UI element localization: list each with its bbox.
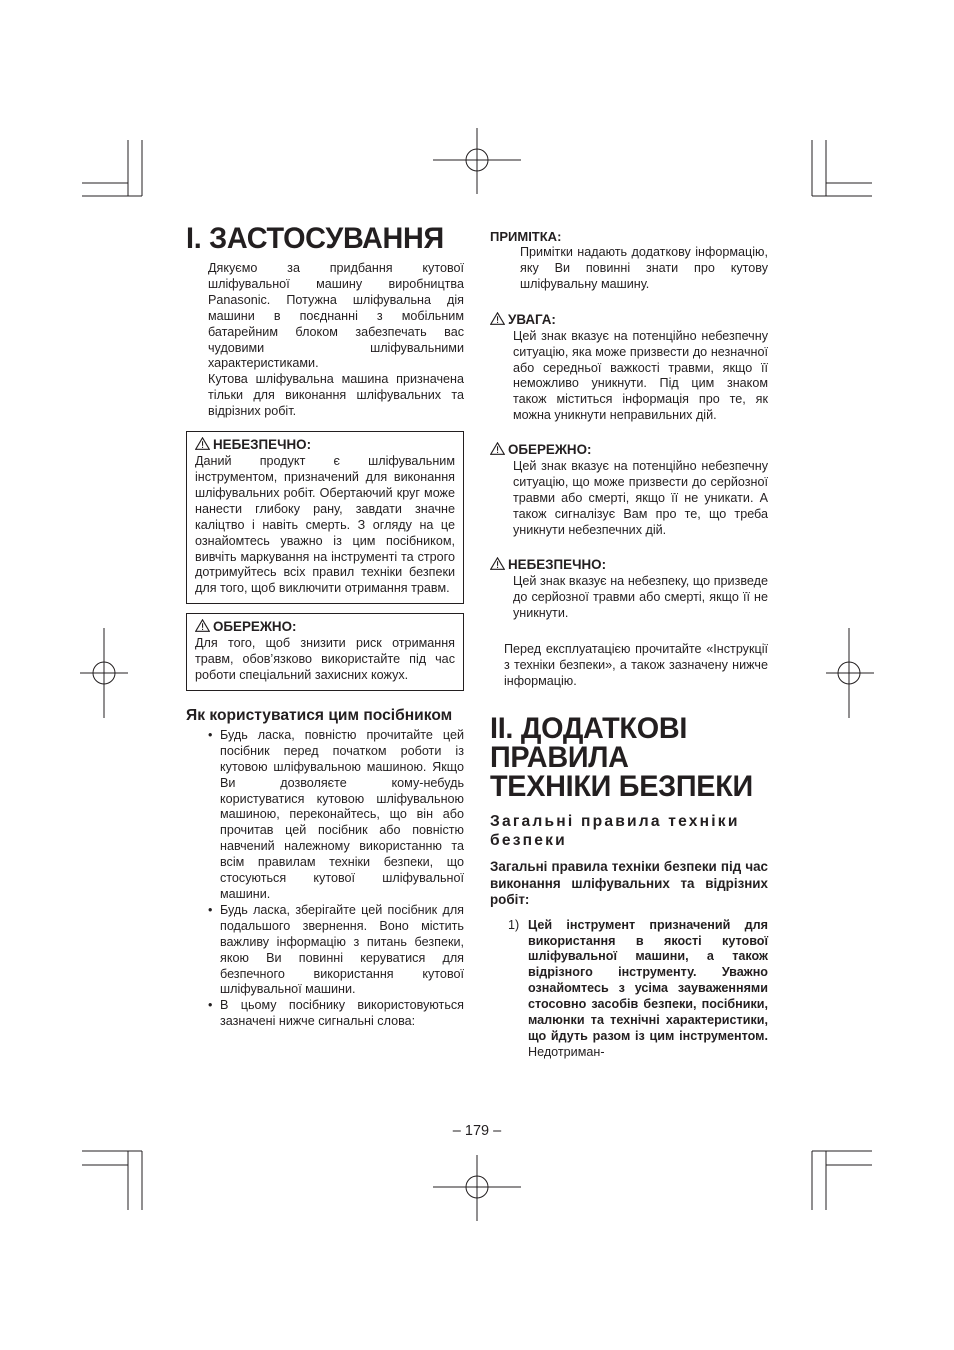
list-item: • Будь ласка, зберігайте цей посібник для подальшого звернення. Воно містить важливу інформацію з питань безпеки, якою Ви повинні керуватися для безпечного використання кутової шліфувальної машини. [208, 903, 464, 998]
item-bold-text: Цей інструмент призначений для використання в якості кутової шліфувальної машини, а також відрізного інструменту. Уважно ознайомтесь з усіма зауваженнями стосовно засобів безпеки, посібники, малюнки та технічні характеристики, що йдуть разом із цим інструментом. [528, 917, 768, 1043]
danger-title: НЕБЕЗПЕЧНО: [508, 556, 607, 572]
registration-mark-left [80, 628, 128, 718]
warning-triangle-icon [490, 312, 505, 325]
danger-box-title: НЕБЕЗПЕЧНО: [213, 437, 312, 453]
list-item: • Будь ласка, повністю прочитайте цей посібник перед початком роботи із кутовою шліфувальною машиною. Якщо Ви дозволяєте кому-небудь користуватися кутовою шліфувальною машиною, переконайтесь, що він або прочитав цей посібник або повністю навчений належному використанню та всім правилам техніки безпеки, що стосуються кутової шліфувальної машини. [208, 728, 464, 903]
danger-text: Цей знак вказує на небезпеку, що призведе до серйозної травми або смерті, якщо її не уникнути. [513, 573, 768, 620]
caution-title: ОБЕРЕЖНО: [508, 442, 592, 458]
note-title: ПРИМІТКА: [490, 229, 562, 244]
right-column [490, 228, 768, 1061]
how-to-use-list [186, 728, 464, 1030]
danger-box-heading [195, 436, 455, 453]
caution-box [186, 613, 464, 691]
caution-heading [490, 441, 768, 458]
caution-text: Цей знак вказує на потенційно небезпечну ситуацію, що може призвести до серйозної травми або смерті, якщо її не уникати. А також сигналізує Вам про те, що треба уникнути небезпечних дій. [513, 459, 768, 537]
item-continuation: Недотриман- [528, 1044, 605, 1059]
section-2-title: II. ДОДАТКОВІ ПРАВИЛА ТЕХНІКИ БЕЗПЕКИ [490, 712, 753, 804]
registration-mark-right [826, 628, 874, 718]
registration-mark-top [433, 128, 521, 194]
list-item [508, 918, 768, 1061]
general-rules-heading: Загальні правила техніки безпеки [490, 813, 740, 850]
intro-paragraph-2: Кутова шліфувальна машина призначена тільки для виконання шліфувальних та відрізних робіт. [208, 372, 464, 419]
danger-box-text: Даний продукт є шліфувальним інструментом, призначений для виконання шліфувальних робіт. Обертаючий круг може нанести глибоку рану, завдати значне каліцтво і навіть смерть. З огляду на це ознайомтесь уважно із цим посібником, вивчіть маркування на інструменті та строго дотримуйтесь всіх правил техніки безпеки для того, щоб виключити отримання травм. [195, 454, 455, 596]
list-item: • В цьому посібнику використовуються зазначені нижче сигнальні слова: [208, 998, 464, 1030]
caution-box-heading [195, 618, 455, 635]
warning-title: УВАГА: [508, 311, 556, 327]
sub-heading: Загальні правила техніки безпеки під час виконання шліфувальних та відрізних робіт: [490, 859, 768, 908]
intro-paragraph-1: Дякуємо за придбання кутової шліфувальної машину виробництва Panasonic. Потужна шліфувальна дія машини в поєднанні з мобільним батарейним блоком забезпечать вас чудовими шліфувальними характеристиками. [208, 261, 464, 371]
warning-heading [490, 311, 768, 328]
caution-box-title: ОБЕРЕЖНО: [213, 619, 297, 635]
before-use-text: Перед експлуатацією прочитайте «Інструкції з техніки безпеки», а також зазначену нижче інформацію. [504, 642, 768, 689]
section-1-title: I. ЗАСТОСУВАННЯ [186, 222, 444, 255]
warning-text: Цей знак вказує на потенційно небезпечну ситуацію, яка може призвести до незначної або середньої важкості травми, якщо її неможливо уникнути. Під цим знаком також міститься інформація про те, як можна уникнути неправильних дій. [513, 328, 768, 423]
page-number: – 179 – [452, 1123, 502, 1139]
item-text [528, 918, 768, 1061]
note-text: Примітки надають додаткову інформацію, яку Ви повинні знати про кутову шліфувальну машину. [520, 245, 768, 291]
item-number: 1) [508, 917, 520, 932]
warning-triangle-icon [195, 437, 210, 450]
how-to-use-heading: Як користуватися цим посібником [186, 706, 453, 724]
caution-box-text: Для того, щоб знизити риск отримання травм, обов’язково використайте під час роботи спеціальний захисних кожух. [195, 636, 455, 683]
registration-mark-bottom [433, 1155, 521, 1221]
left-column [186, 224, 464, 1030]
warning-triangle-icon [490, 557, 505, 570]
warning-triangle-icon [195, 619, 210, 632]
danger-box [186, 431, 464, 604]
warning-triangle-icon [490, 442, 505, 455]
danger-heading [490, 556, 768, 573]
